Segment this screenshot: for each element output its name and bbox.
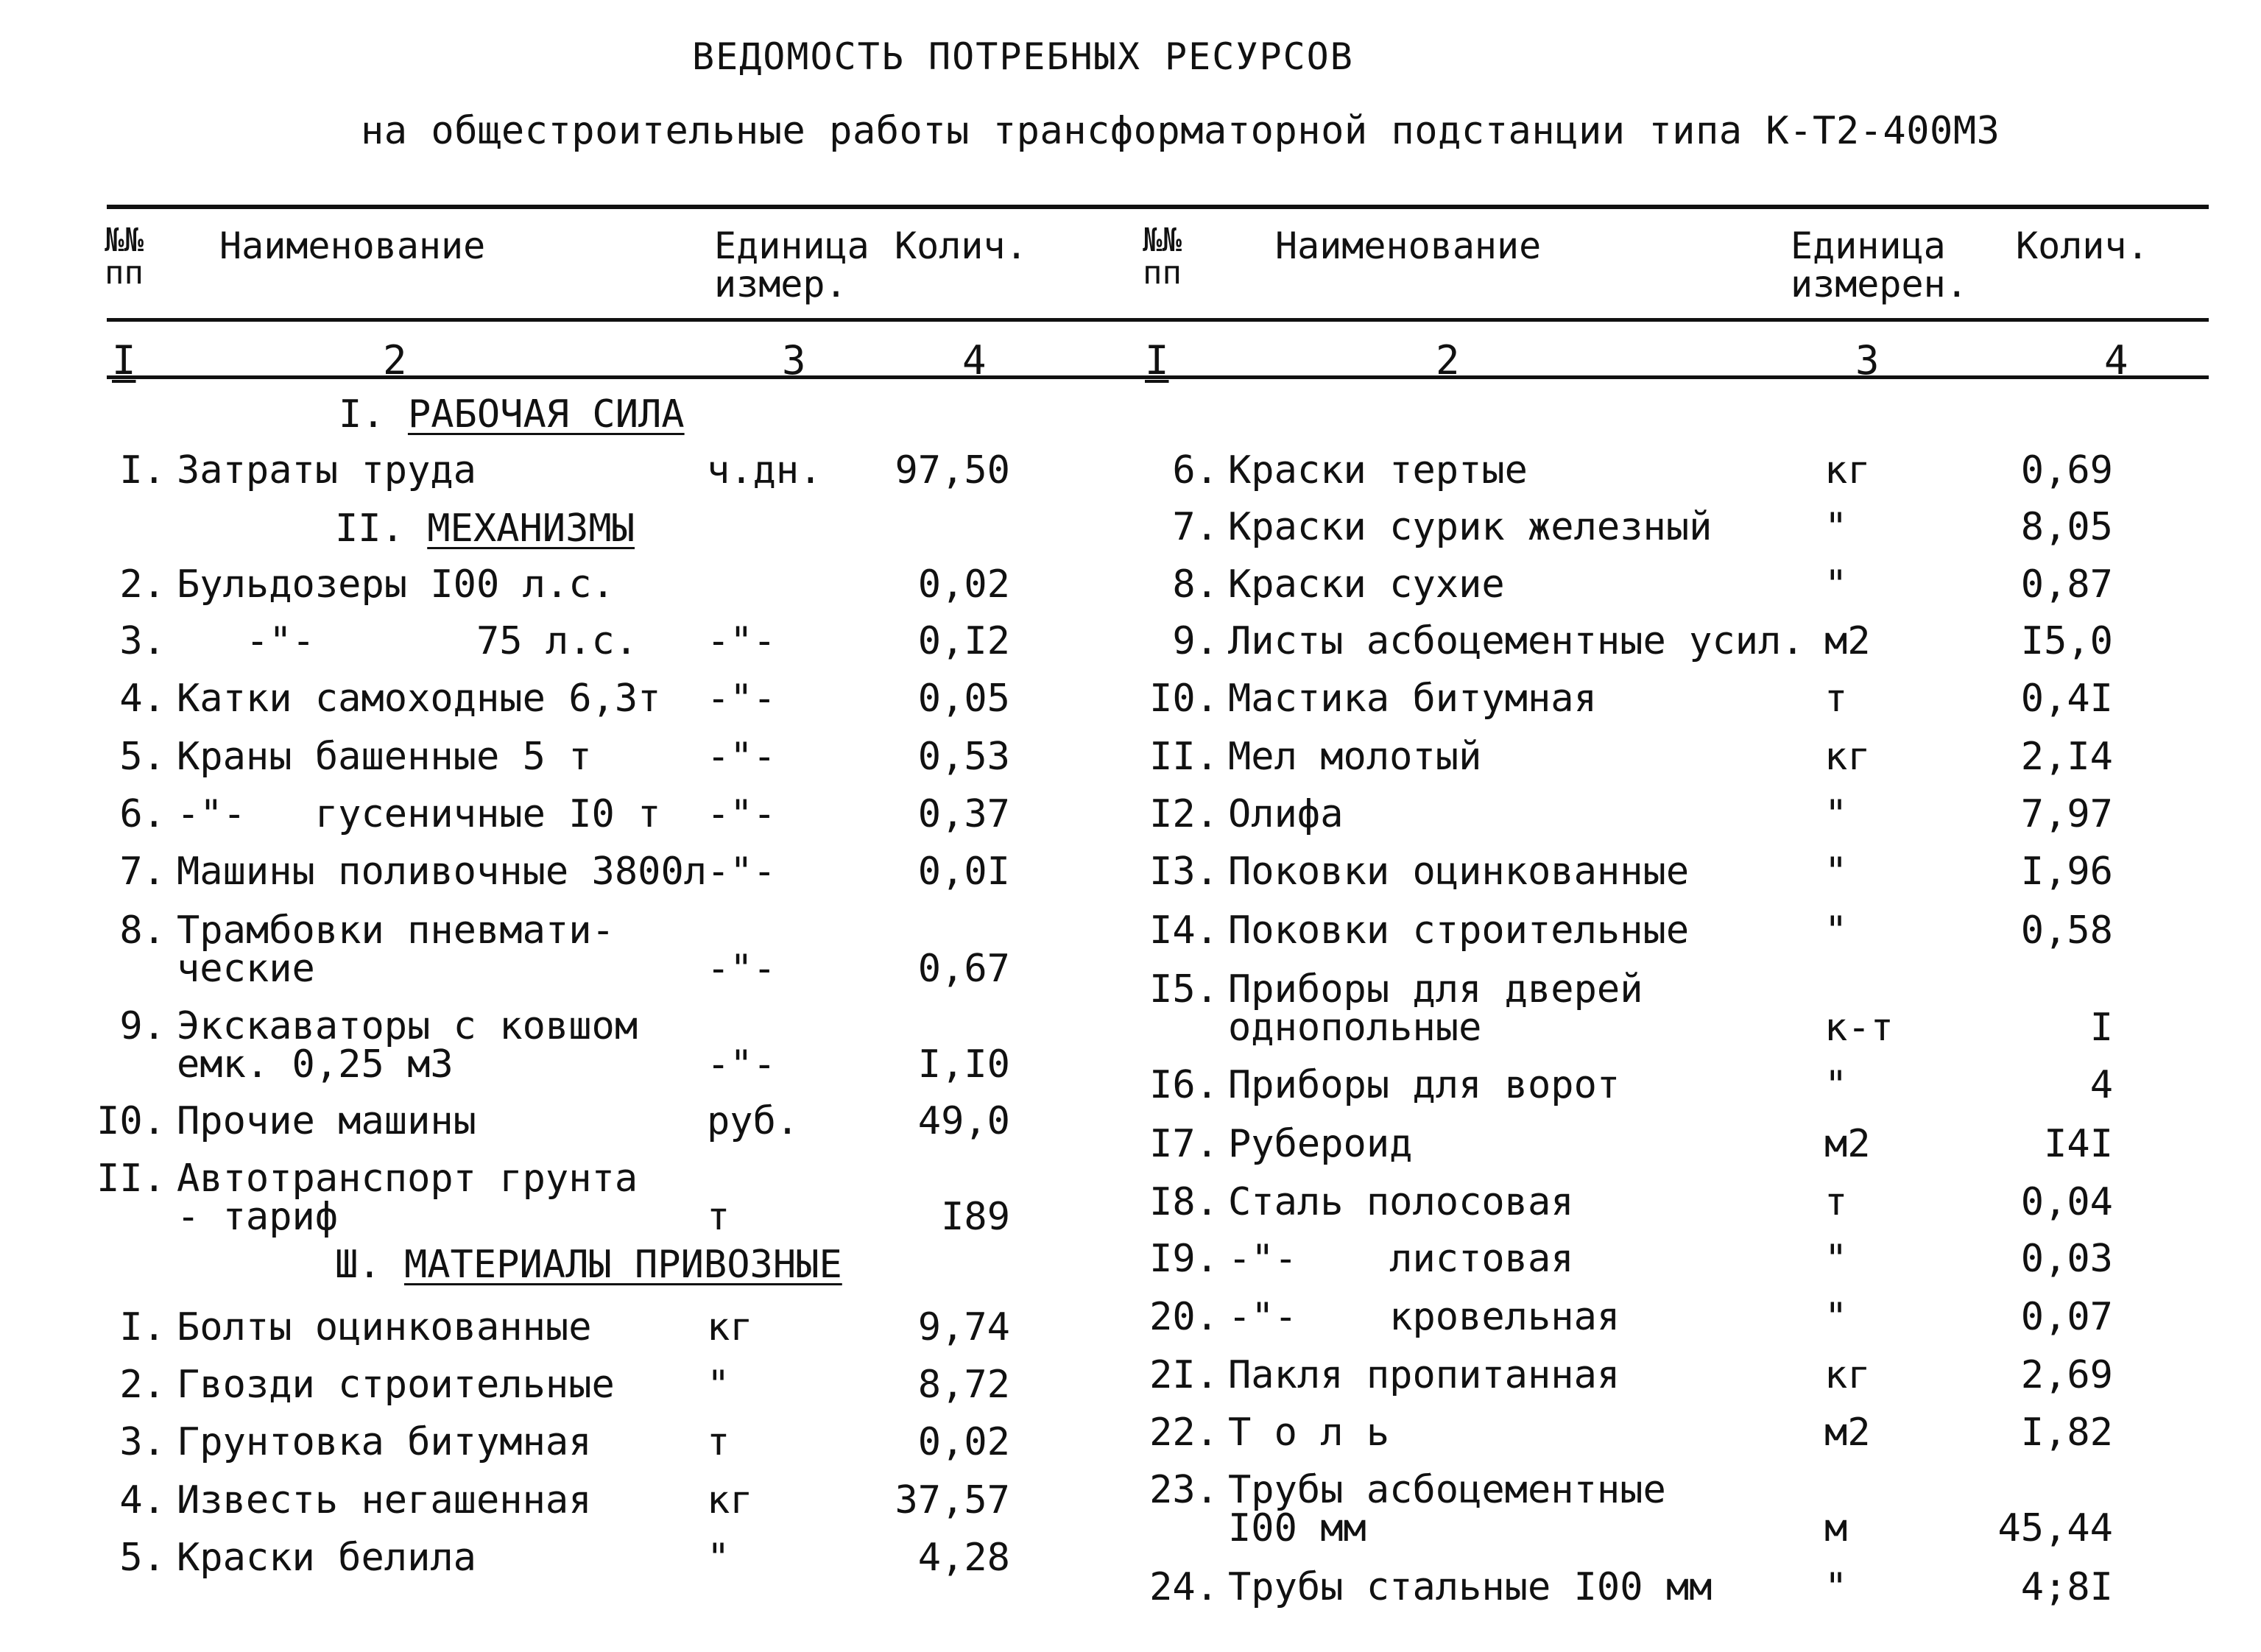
row-number: 4. bbox=[119, 677, 166, 721]
row-name: - тариф bbox=[177, 1195, 339, 1239]
row-name: -"- гусеничные I0 т bbox=[177, 792, 661, 836]
section-machines bbox=[335, 506, 635, 551]
row-number: II. bbox=[1149, 735, 1218, 779]
row-name: Мел молотый bbox=[1228, 735, 1482, 779]
colnum-right-3: 3 bbox=[1855, 337, 1880, 384]
row-name: Поковки строительные bbox=[1228, 908, 1690, 953]
row-unit: " bbox=[1824, 1063, 1848, 1107]
colnum-right-2: 2 bbox=[1436, 337, 1460, 384]
section-title: МЕХАНИЗМЫ bbox=[427, 506, 635, 551]
row-name: ческие bbox=[177, 947, 315, 991]
header-rule bbox=[107, 318, 2209, 322]
row-name: I00 мм bbox=[1228, 1506, 1366, 1550]
row-number: 3. bbox=[119, 1420, 166, 1464]
row-name: Затраты труда bbox=[177, 448, 476, 493]
row-number: I4. bbox=[1149, 908, 1218, 953]
row-unit: кг bbox=[1824, 1353, 1871, 1397]
row-number: I3. bbox=[1149, 850, 1218, 894]
row-name: Машины поливочные 3800л bbox=[177, 850, 708, 894]
section-number: Ш. bbox=[335, 1243, 381, 1287]
header-right-unit bbox=[1791, 225, 1968, 306]
row-qty: I,82 bbox=[2020, 1411, 2113, 1455]
colnum-right-1: I bbox=[1145, 337, 1169, 384]
row-unit: -"- bbox=[707, 677, 776, 721]
colnum-left-4: 4 bbox=[962, 337, 987, 384]
row-qty: 0,07 bbox=[2020, 1295, 2113, 1339]
row-qty: 2,69 bbox=[2020, 1353, 2113, 1397]
row-qty: 4;8I bbox=[2020, 1565, 2113, 1609]
header-num-line: пп bbox=[1143, 254, 1182, 292]
row-name: Мастика битумная bbox=[1228, 677, 1597, 721]
row-qty: 7,97 bbox=[2020, 792, 2113, 836]
row-name: -"- 75 л.с. bbox=[177, 619, 638, 663]
row-number: I. bbox=[119, 1305, 166, 1349]
row-unit: " bbox=[1824, 850, 1848, 894]
header-left-unit bbox=[714, 225, 870, 306]
row-unit: " bbox=[1824, 792, 1848, 836]
header-left-qty: Колич. bbox=[895, 225, 1028, 267]
row-qty: 0,4I bbox=[2020, 677, 2113, 721]
row-number: I0. bbox=[1149, 677, 1218, 721]
colnum-left-1: I bbox=[112, 337, 136, 384]
top-rule bbox=[107, 205, 2209, 209]
row-number: 5. bbox=[119, 1536, 166, 1580]
row-qty: I,I0 bbox=[917, 1042, 1010, 1087]
header-unit-line: Единица bbox=[1791, 225, 1946, 267]
row-number: I. bbox=[119, 448, 166, 493]
section-number: I. bbox=[339, 392, 385, 437]
row-unit: м2 bbox=[1824, 1122, 1871, 1166]
row-qty: I4I bbox=[2044, 1122, 2113, 1166]
row-number: 23. bbox=[1149, 1468, 1218, 1512]
row-qty: 0,58 bbox=[2020, 908, 2113, 953]
row-number: I7. bbox=[1149, 1122, 1218, 1166]
header-num-line: №№ bbox=[105, 222, 144, 259]
row-qty: 0,37 bbox=[917, 792, 1010, 836]
row-qty: I89 bbox=[941, 1195, 1010, 1239]
row-number: II. bbox=[96, 1157, 166, 1201]
row-name: Гвозди строительные bbox=[177, 1363, 615, 1407]
colnum-left-3: 3 bbox=[782, 337, 806, 384]
row-name: Рубероид bbox=[1228, 1122, 1413, 1166]
row-name: Олифа bbox=[1228, 792, 1344, 836]
row-number: 7. bbox=[119, 850, 166, 894]
row-number: I8. bbox=[1149, 1180, 1218, 1224]
row-unit: т bbox=[1824, 1180, 1848, 1224]
row-name: Трамбовки пневмати- bbox=[177, 908, 615, 953]
row-unit: " bbox=[1824, 908, 1848, 953]
row-qty: 0,02 bbox=[917, 1420, 1010, 1464]
row-unit: т bbox=[707, 1195, 730, 1239]
row-qty: 45,44 bbox=[1997, 1506, 2113, 1550]
row-qty: 0,53 bbox=[917, 735, 1010, 779]
row-name: Пакля пропитанная bbox=[1228, 1353, 1620, 1397]
row-qty: I bbox=[2089, 1006, 2113, 1050]
row-unit: кг bbox=[1824, 735, 1871, 779]
row-name: емк. 0,25 м3 bbox=[177, 1042, 454, 1087]
row-number: 6. bbox=[1172, 448, 1218, 493]
row-number: 8. bbox=[1172, 562, 1218, 607]
row-number: I9. bbox=[1149, 1237, 1218, 1281]
row-number: 7. bbox=[1172, 505, 1218, 549]
row-qty: 8,72 bbox=[917, 1363, 1010, 1407]
row-qty: 37,57 bbox=[895, 1478, 1010, 1522]
row-qty: I,96 bbox=[2020, 850, 2113, 894]
row-qty: 0,0I bbox=[917, 850, 1010, 894]
row-name: Грунтовка битумная bbox=[177, 1420, 592, 1464]
row-number: 20. bbox=[1149, 1295, 1218, 1339]
header-num-line: пп bbox=[105, 254, 144, 292]
row-unit: кг bbox=[707, 1478, 753, 1522]
row-qty: 0,87 bbox=[2020, 562, 2113, 607]
row-unit: -"- bbox=[707, 1042, 776, 1087]
row-name: Известь негашенная bbox=[177, 1478, 592, 1522]
row-unit: -"- bbox=[707, 850, 776, 894]
document-subtitle: на общестроительные работы трансформаторной подстанции типа К-Т2-400МЗ bbox=[361, 109, 2000, 153]
section-title: МАТЕРИАЛЫ ПРИВОЗНЫЕ bbox=[403, 1243, 842, 1287]
row-number: 2. bbox=[119, 562, 166, 607]
row-name: Краски белила bbox=[177, 1536, 476, 1580]
row-qty: I5,0 bbox=[2020, 619, 2113, 663]
row-name: Приборы для дверей bbox=[1228, 967, 1643, 1012]
section-labor bbox=[339, 392, 685, 437]
row-name: -"- кровельная bbox=[1228, 1295, 1620, 1339]
row-unit: руб. bbox=[707, 1099, 800, 1143]
row-qty: 4 bbox=[2089, 1063, 2113, 1107]
row-qty: 9,74 bbox=[917, 1305, 1010, 1349]
row-name: Листы асбоцементные усил. bbox=[1228, 619, 1805, 663]
section-number: II. bbox=[335, 506, 404, 551]
header-right-qty: Колич. bbox=[2016, 225, 2149, 267]
row-name: Автотранспорт грунта bbox=[177, 1157, 638, 1201]
row-qty: 2,I4 bbox=[2020, 735, 2113, 779]
row-unit: м2 bbox=[1824, 1411, 1871, 1455]
row-number: 8. bbox=[119, 908, 166, 953]
row-unit: кг bbox=[707, 1305, 753, 1349]
row-unit: " bbox=[1824, 1295, 1848, 1339]
row-number: 24. bbox=[1149, 1565, 1218, 1609]
row-name: Болты оцинкованные bbox=[177, 1305, 592, 1349]
row-unit: " bbox=[707, 1363, 730, 1407]
row-number: 2I. bbox=[1149, 1353, 1218, 1397]
header-num-line: №№ bbox=[1143, 222, 1182, 259]
row-name: Т о л ь bbox=[1228, 1411, 1390, 1455]
row-unit: " bbox=[1824, 562, 1848, 607]
cut-off-title bbox=[692, 35, 1354, 82]
colnum-left-2: 2 bbox=[383, 337, 407, 384]
row-unit: " bbox=[707, 1536, 730, 1580]
row-qty: 0,02 bbox=[917, 562, 1010, 607]
row-number: I5. bbox=[1149, 967, 1218, 1012]
row-number: 22. bbox=[1149, 1411, 1218, 1455]
row-name: Экскаваторы с ковшом bbox=[177, 1004, 638, 1048]
row-unit: м2 bbox=[1824, 619, 1871, 663]
row-number: 6. bbox=[119, 792, 166, 836]
row-unit: кг bbox=[1824, 448, 1871, 493]
row-number: I2. bbox=[1149, 792, 1218, 836]
row-unit: -"- bbox=[707, 735, 776, 779]
header-unit-line: измерен. bbox=[1791, 263, 1968, 306]
row-name: Краны башенные 5 т bbox=[177, 735, 592, 779]
row-name: Краски тертые bbox=[1228, 448, 1528, 493]
row-qty: 0,I2 bbox=[917, 619, 1010, 663]
row-unit: т bbox=[707, 1420, 730, 1464]
row-number: I6. bbox=[1149, 1063, 1218, 1107]
row-name: однопольные bbox=[1228, 1006, 1482, 1050]
row-unit: т bbox=[1824, 677, 1848, 721]
row-name: Бульдозеры I00 л.с. bbox=[177, 562, 615, 607]
row-name: Краски сурик железный bbox=[1228, 505, 1712, 549]
row-number: I0. bbox=[96, 1099, 166, 1143]
row-name: Краски сухие bbox=[1228, 562, 1505, 607]
row-qty: 0,04 bbox=[2020, 1180, 2113, 1224]
row-unit: ч.дн. bbox=[707, 448, 822, 493]
header-right-name: Наименование bbox=[1275, 225, 1542, 267]
cut-off-title-text: ВЕДОМОСТЬ ПОТРЕБНЫХ РЕСУРСОВ bbox=[692, 35, 1354, 78]
header-unit-line: Единица bbox=[714, 225, 870, 267]
section-materials bbox=[335, 1243, 842, 1287]
row-qty: 8,05 bbox=[2020, 505, 2113, 549]
row-qty: 0,69 bbox=[2020, 448, 2113, 493]
row-qty: 49,0 bbox=[917, 1099, 1010, 1143]
row-name: Трубы асбоцементные bbox=[1228, 1468, 1666, 1512]
header-unit-line: измер. bbox=[714, 263, 847, 306]
section-title: РАБОЧАЯ СИЛА bbox=[407, 392, 685, 437]
row-number: 5. bbox=[119, 735, 166, 779]
row-qty: 0,03 bbox=[2020, 1237, 2113, 1281]
row-qty: 4,28 bbox=[917, 1536, 1010, 1580]
row-unit: " bbox=[1824, 1565, 1848, 1609]
row-number: 2. bbox=[119, 1363, 166, 1407]
row-name: -"- листовая bbox=[1228, 1237, 1574, 1281]
row-unit: " bbox=[1824, 1237, 1848, 1281]
row-number: 4. bbox=[119, 1478, 166, 1522]
row-name: Прочие машины bbox=[177, 1099, 476, 1143]
colnum-right-4: 4 bbox=[2104, 337, 2128, 384]
row-unit: -"- bbox=[707, 792, 776, 836]
row-number: 3. bbox=[119, 619, 166, 663]
header-left-num bbox=[105, 222, 144, 292]
header-right-num bbox=[1143, 222, 1182, 292]
row-unit: -"- bbox=[707, 619, 776, 663]
row-unit: м bbox=[1824, 1506, 1848, 1550]
row-name: Трубы стальные I00 мм bbox=[1228, 1565, 1712, 1609]
row-name: Поковки оцинкованные bbox=[1228, 850, 1690, 894]
row-name: Сталь полосовая bbox=[1228, 1180, 1574, 1224]
row-unit: " bbox=[1824, 505, 1848, 549]
row-name: Приборы для ворот bbox=[1228, 1063, 1620, 1107]
row-qty: 0,67 bbox=[917, 947, 1010, 991]
row-number: 9. bbox=[1172, 619, 1218, 663]
row-qty: 97,50 bbox=[895, 448, 1010, 493]
header-left-name: Наименование bbox=[219, 225, 486, 267]
row-qty: 0,05 bbox=[917, 677, 1010, 721]
row-unit: -"- bbox=[707, 947, 776, 991]
row-name: Катки самоходные 6,3т bbox=[177, 677, 661, 721]
row-unit: к-т bbox=[1824, 1006, 1894, 1050]
row-number: 9. bbox=[119, 1004, 166, 1048]
